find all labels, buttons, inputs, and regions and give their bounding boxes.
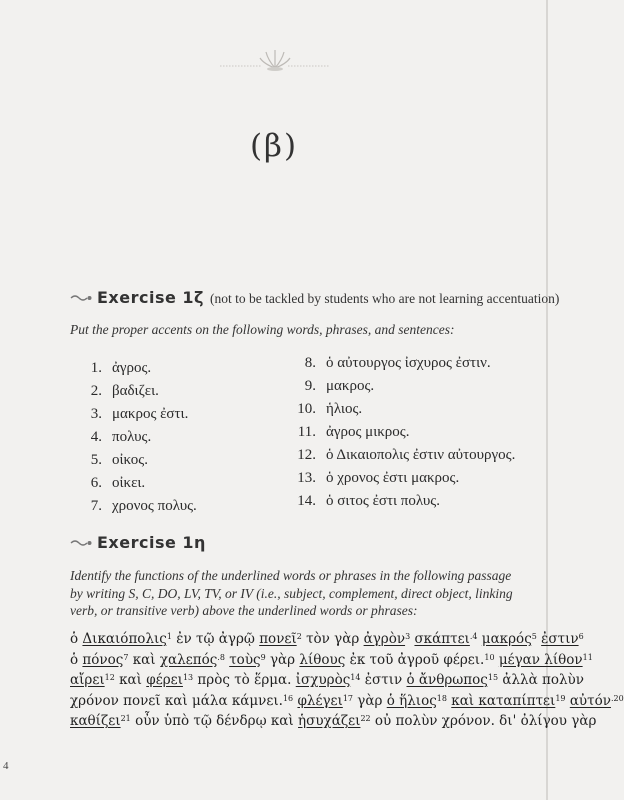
item-number: 13. — [297, 470, 316, 486]
passage-text: ἀλλὰ πολὺν — [498, 672, 584, 688]
passage-text: ἐστιν — [360, 672, 407, 688]
footnote-number: 7 — [123, 652, 129, 662]
footnote-number: 15 — [487, 673, 499, 682]
passage-text: χρόνον πονεῖ καὶ μάλα κάμνει. — [70, 692, 283, 709]
exercise-item — [286, 378, 515, 401]
underlined-word: λίθους — [299, 651, 346, 668]
passage-text: ἐκ τοῦ ἀγροῦ φέρει. — [345, 651, 485, 668]
underlined-word: αἴρει — [70, 672, 105, 688]
underlined-word: σκάπτει — [414, 631, 470, 647]
exercise-item — [72, 475, 197, 498]
item-text: πολυς. — [112, 429, 152, 445]
exercise-item — [286, 493, 515, 516]
underlined-word: μακρός — [481, 631, 532, 647]
passage-line — [70, 650, 593, 671]
section-title: (β) — [249, 128, 299, 164]
passage-text: γὰρ — [265, 651, 300, 668]
underlined-word: χαλεπός — [159, 651, 218, 668]
exercise-item — [286, 355, 515, 378]
footnote-number: 5 — [531, 632, 537, 641]
item-text: ἀγρος. — [112, 360, 152, 376]
passage-text: ἐν τῷ ἀγρῷ — [171, 631, 260, 647]
footnote-number: 16 — [282, 693, 294, 703]
footnote-number: 18 — [436, 693, 447, 703]
underlined-word: ἰσχυρὸς — [295, 672, 351, 688]
item-number: 2. — [90, 383, 102, 399]
exercise-1h-instruction: Identify the functions of the underlined words or phrases in the following passage by writing S, C, DO, LV, TV, or IV (i.e., subject, complement, direct object, linking verb, or transitive verb) above the underlined words or phrases: — [70, 568, 513, 618]
item-text: ὁ αὐτουργος ἰσχυρος ἐστιν. — [326, 355, 491, 371]
item-text: ὁ χρονος ἐστι μακρος. — [326, 470, 460, 486]
item-number: 1. — [90, 360, 102, 376]
item-number: 6. — [90, 475, 102, 491]
underlined-word: καθίζει — [70, 713, 121, 729]
exercise-1z-right-list — [286, 355, 515, 516]
page-number: 4 — [3, 760, 9, 772]
underlined-word: ὁ ἥλιος — [386, 692, 437, 709]
exercise-item — [286, 447, 515, 470]
footnote-number: 19 — [555, 693, 566, 703]
exercise-item — [286, 470, 515, 493]
exercise-1z-heading — [70, 288, 559, 307]
item-number: 4. — [90, 429, 102, 445]
passage-line — [70, 670, 584, 691]
footnote-number: 17 — [342, 693, 353, 703]
passage-text: τὸν γὰρ — [301, 631, 364, 647]
item-text: μακρος ἐστι. — [112, 406, 189, 422]
item-number: 8. — [304, 355, 316, 371]
exercise-item — [72, 360, 197, 383]
item-number: 11. — [297, 424, 316, 440]
item-text: οἰκος. — [112, 452, 148, 468]
exercise-item — [72, 452, 197, 475]
footnote-number: .8 — [217, 652, 225, 662]
underlined-word: φέρει — [146, 672, 183, 688]
item-text: χρονος πολυς. — [112, 498, 197, 514]
footnote-number: 1 — [166, 632, 172, 641]
footnote-number: 2 — [296, 632, 302, 641]
exercise-1z-note: (not to be tackled by students who are not learning accentuation) — [210, 291, 560, 306]
footnote-number: .4 — [469, 632, 478, 641]
fleuron-ornament-icon — [220, 44, 330, 74]
passage-line — [70, 691, 624, 712]
underlined-word: ἀγρὸν — [363, 631, 406, 647]
footnote-number: 21 — [120, 714, 131, 723]
item-number: 7. — [90, 498, 102, 514]
exercise-1z-instruction: Put the proper accents on the following words, phrases, and sentences: — [70, 322, 455, 337]
item-number: 10. — [297, 401, 316, 417]
underlined-word: αὐτόν — [569, 692, 611, 709]
exercise-1z-title: Exercise 1ζ — [97, 288, 204, 307]
exercise-1h-heading — [70, 533, 206, 552]
item-text: μακρος. — [326, 378, 375, 394]
item-number: 5. — [90, 452, 102, 468]
underlined-word: πονεῖ — [259, 631, 297, 647]
footnote-number: 12 — [104, 673, 115, 682]
item-text: οἰκει. — [112, 475, 146, 491]
footnote-number: 13 — [182, 673, 194, 682]
exercise-item — [72, 383, 197, 406]
underlined-word: τοὺς — [229, 651, 261, 668]
item-text: ὁ Δικαιοπολις ἐστιν αὐτουργος. — [326, 447, 516, 463]
passage-text: καὶ — [128, 651, 160, 668]
underlined-word: ἐστιν — [541, 631, 579, 647]
underlined-word: ἡσυχάζει — [298, 713, 361, 729]
item-text: βαδιζει. — [112, 383, 159, 399]
passage-text: γὰρ — [353, 692, 387, 709]
footnote-number: 6 — [578, 632, 584, 641]
underlined-word: ὁ ἄνθρωπος — [406, 672, 488, 688]
item-text: ἡλιος. — [326, 401, 363, 417]
underlined-word: μέγαν λίθον — [498, 651, 583, 668]
passage-text: οὖν ὑπὸ τῷ δένδρῳ καὶ — [130, 713, 299, 729]
item-text: ὁ σιτος ἐστι πολυς. — [326, 493, 440, 509]
exercise-1z-left-list — [72, 360, 197, 521]
footnote-number: 14 — [350, 673, 361, 682]
underlined-word: πόνος — [82, 651, 124, 668]
footnote-number: .20 — [610, 693, 624, 703]
footnote-number: 10 — [484, 652, 495, 662]
footnote-number: 22 — [360, 714, 371, 723]
item-number: 3. — [90, 406, 102, 422]
item-number: 9. — [304, 378, 316, 394]
greek-passage — [70, 629, 624, 732]
exercise-item — [286, 424, 515, 447]
flourish-icon — [70, 538, 92, 548]
passage-line — [70, 711, 597, 732]
exercise-item — [286, 401, 515, 424]
passage-line — [70, 629, 584, 650]
item-number: 14. — [297, 493, 316, 509]
footnote-number: 9 — [260, 652, 266, 662]
underlined-word: φλέγει — [297, 692, 343, 709]
passage-text: πρὸς τὸ ἕρμα. — [193, 672, 296, 688]
footnote-number: 11 — [582, 652, 593, 662]
underlined-word: Δικαιόπολις — [82, 631, 167, 647]
item-number: 12. — [297, 447, 316, 463]
passage-text: ὁ — [70, 631, 83, 647]
exercise-item — [72, 498, 197, 521]
exercise-1h-title: Exercise 1η — [97, 533, 206, 552]
passage-text: καὶ — [114, 672, 147, 688]
item-text: ἀγρος μικρος. — [326, 424, 410, 440]
passage-text: ὁ — [70, 651, 83, 668]
exercise-item — [72, 406, 197, 429]
footnote-number: 3 — [405, 632, 411, 641]
passage-text: οὐ πολὺν χρόνον. δι' ὀλίγου γὰρ — [370, 713, 597, 729]
flourish-icon — [70, 293, 92, 303]
exercise-item — [72, 429, 197, 452]
underlined-word: καὶ καταπίπτει — [451, 692, 556, 709]
